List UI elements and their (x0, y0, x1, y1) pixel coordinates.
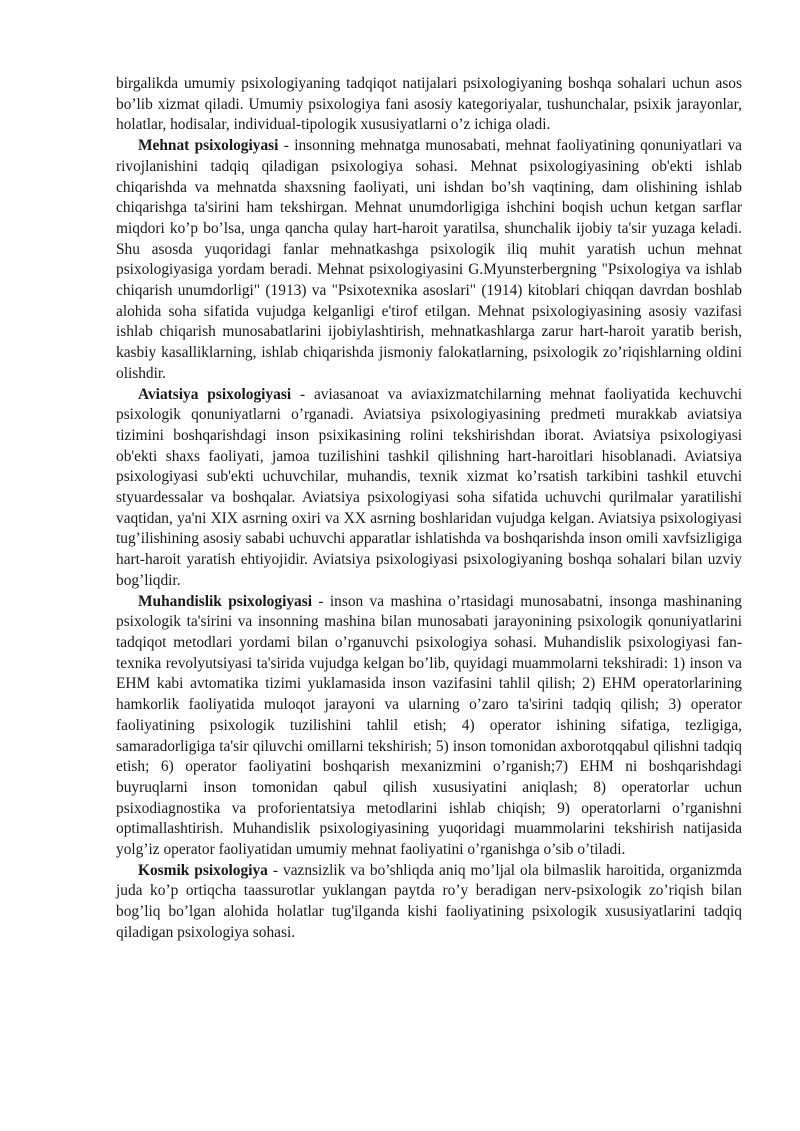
term-heading: Kosmik psixologiya (138, 861, 268, 879)
paragraph-text: - vaznsizlik va bo’shliqda aniq mo’ljal ola bilmaslik haroitida, organizmda juda ko’p ortiqcha taassurotlar yuklangan paytda ro’y beradigan nerv-psixologik zo’riqish bilan bog’liq bo’lgan alohida holatlar tug'ilganda kishi faoliyatining psixologik xususiyatlarini tadqiq qiladigan psixologiya sohasi. (116, 861, 742, 941)
document-page (116, 74, 742, 944)
paragraph-text: - insonning mehnatga munosabati, mehnat faoliyatining qonuniyatlari va rivojlanishini tadqiq qiladigan psixologiya sohasi. Mehnat psixologiyasining ob'ekti ishlab chiqarishda va mehnatda shaxsning faoliyati, uni ishdan bo’sh vaqtining, dam olishining ishlab chiqarishga ta'sirini ham tekshirgan. Mehnat unumdorligiga ishchini boqish uchun ketgan sarflar miqdori ko’p bo’lsa, unga qancha qulay hart-haroit yaratilsa, shunchalik ijobiy ta'sir yuzaga keladi. Shu asosda yuqoridagi fanlar mehnatkashga psixologik iliq muhit yaratish uchun mehnat psixologiyasiga yordam beradi. Mehnat psixologiyasini G.Myunsterbergning "Psixologiya va ishlab chiqarish unumdorligi" (1913) va "Psixotexnika asoslari" (1914) kitoblari chiqqan davrdan boshlab alohida soha sifatida vujudga kelganligi e'tirof etilgan. Mehnat psixologiyasining asosiy vazifasi ishlab chiqarish munosabatlarini ijobiylashtirish, mehnatkashlarga zarur hart-haroit yaratib berish, kasbiy kasalliklarning, ishlab chiqarishda jismoniy falokatlarning, psixologik zo’riqishlarning oldini olishdir. (116, 137, 742, 382)
paragraph-text: - inson va mashina o’rtasidagi munosabatni, insonga mashinaning psixologik ta'sirini va insonning mashina bilan munosabati jarayonining psixologik qonuniyatlarini tadqiqot metodlari yordami bilan o’rganuvchi psixologiya sohasi. Muhandislik psixologiyasi fan-texnika revolyutsiyasi ta'sirida vujudga kelgan bo’lib, quyidagi muammolarni tekshiradi: 1) inson va EHM kabi avtomatika tizimi yuklamasida inson vazifasini tahlil qilish; 2) EHM operatorlarining hamkorlik faoliyatida muloqot jarayoni va ularning o’zaro ta'sirini tadqiq qilish; 3) operator faoliyatining psixologik tuzilishini tahlil etish; 4) operator ishining sifatiga, tezligiga, samaradorligiga ta'sir qiluvchi omillarni tekshirish; 5) inson tomonidan axborotqqabul qilishni tadqiq etish; 6) operator faoliyatini boshqarish mexanizmini o’rganish;7) EHM ni boshqarishdagi buyruqlarni inson tomonidan qabul qilish xususiyatini aniqlash; 8) operatorlar uchun psixodiagnostika va proforientatsiya metodlarini ishlab chiqish; 9) operatorlarni o’rganishni optimallashtirish. Muhandislik psixologiyasining yuqoridagi muammolarini tekshirish natijasida yolg’iz operator faoliyatidan umumiy mehnat faoliyatini o’rganishga o’sib o’tiladi. (116, 592, 743, 859)
paragraph-labor-psychology (116, 136, 742, 384)
paragraph-engineering-psychology (116, 592, 742, 861)
term-heading: Muhandislik psixologiyasi (138, 592, 313, 610)
paragraph-aviation-psychology (116, 385, 742, 592)
paragraph-general-psychology (116, 74, 742, 136)
term-heading: Mehnat psixologiyasi (138, 137, 279, 155)
paragraph-text: - aviasanoat va aviaxizmatchilarning mehnat faoliyatida kechuvchi psixologik qonuniyatlarni o’rganadi. Aviatsiya psixologiyasining predmeti murakkab aviatsiya tizimini boshqarishdagi inson psixikasining rolini tekshirishdan iborat. Aviatsiya psixologiyasi ob'ekti shaxs faoliyati, jamoa tuzilishini tashkil qilishning hart-haroitlari hisoblanadi. Aviatsiya psixologiyasi sub'ekti uchuvchilar, muhandis, texnik xizmat ko’rsatish tarkibini tashkil etuvchi styuardessalar va boshqalar. Aviatsiya psixologiyasi soha sifatida uchuvchi qurilmalar yaratilishi vaqtidan, ya'ni XIX asrning oxiri va XX asrning boshlaridan vujudga kelgan. Aviatsiya psixologiyasi tug’ilishining asosiy sababi uchuvchi apparatlar ishlatishda va boshqarishda inson omili xavfsizligiga hart-haroit yaratish ehtiyojidir. Aviatsiya psixologiyasi psixologiyaning boshqa sohalari bilan uzviy bog’liqdir. (116, 385, 742, 589)
term-heading: Aviatsiya psixologiyasi (138, 385, 292, 403)
paragraph-text: birgalikda umumiy psixologiyaning tadqiqot natijalari psixologiyaning boshqa sohalari uchun asos bo’lib xizmat qiladi. Umumiy psixologiya fani asosiy kategoriyalar, tushunchalar, psixik jarayonlar, holatlar, hodisalar, individual-tipologik xususiyatlarni o’z ichiga oladi. (116, 75, 742, 134)
paragraph-space-psychology (116, 861, 742, 944)
